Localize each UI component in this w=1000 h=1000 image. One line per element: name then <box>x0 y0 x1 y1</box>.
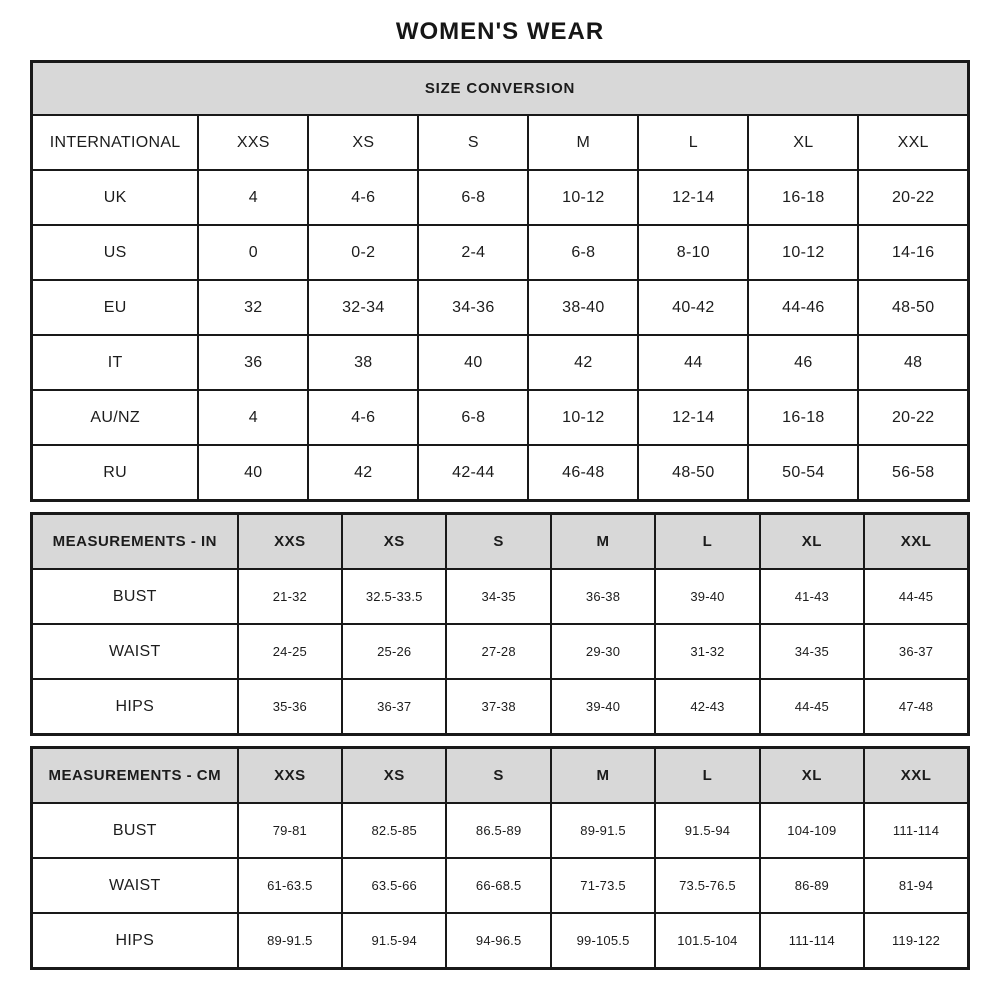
col-header-xs: XS <box>308 115 418 170</box>
cell: 37-38 <box>446 679 550 735</box>
size-conversion-title: SIZE CONVERSION <box>32 62 969 116</box>
cell: 6-8 <box>418 170 528 225</box>
cell: 46 <box>748 335 858 390</box>
row-label: IT <box>32 335 199 390</box>
cell: 20-22 <box>858 390 968 445</box>
cell: 46-48 <box>528 445 638 501</box>
col-header-xs: XS <box>342 514 446 570</box>
row-label: RU <box>32 445 199 501</box>
col-header-xxl: XXL <box>864 514 968 570</box>
cell: 40 <box>198 445 308 501</box>
cell: 34-36 <box>418 280 528 335</box>
size-row-ru <box>32 445 969 501</box>
cell: 36-37 <box>342 679 446 735</box>
cell: 42 <box>528 335 638 390</box>
cell: 34-35 <box>446 569 550 624</box>
row-label: EU <box>32 280 199 335</box>
cell: 36-37 <box>864 624 968 679</box>
cell: 32.5-33.5 <box>342 569 446 624</box>
cell: 79-81 <box>238 803 342 858</box>
measurements-cm-header-row <box>32 748 969 804</box>
in-row-waist <box>32 624 969 679</box>
cell: 63.5-66 <box>342 858 446 913</box>
cell: 36 <box>198 335 308 390</box>
size-columns-row <box>32 115 969 170</box>
cell: 38-40 <box>528 280 638 335</box>
cell: 10-12 <box>528 390 638 445</box>
cell: 111-114 <box>760 913 864 969</box>
cell: 101.5-104 <box>655 913 759 969</box>
cell: 32 <box>198 280 308 335</box>
cell: 82.5-85 <box>342 803 446 858</box>
col-header-s: S <box>446 748 550 804</box>
col-header-m: M <box>528 115 638 170</box>
cell: 4 <box>198 170 308 225</box>
size-conversion-header-row <box>32 62 969 116</box>
cell: 35-36 <box>238 679 342 735</box>
cell: 32-34 <box>308 280 418 335</box>
cell: 24-25 <box>238 624 342 679</box>
cell: 81-94 <box>864 858 968 913</box>
cell: 40-42 <box>638 280 748 335</box>
cell: 8-10 <box>638 225 748 280</box>
measurements-in-table <box>30 512 970 736</box>
cell: 48-50 <box>638 445 748 501</box>
cell: 48-50 <box>858 280 968 335</box>
row-label: BUST <box>32 803 238 858</box>
cell: 86.5-89 <box>446 803 550 858</box>
col-header-s: S <box>446 514 550 570</box>
cell: 42-43 <box>655 679 759 735</box>
cell: 111-114 <box>864 803 968 858</box>
cell: 2-4 <box>418 225 528 280</box>
cell: 6-8 <box>418 390 528 445</box>
cell: 39-40 <box>551 679 655 735</box>
col-header-xl: XL <box>748 115 858 170</box>
cell: 31-32 <box>655 624 759 679</box>
cell: 39-40 <box>655 569 759 624</box>
size-row-it <box>32 335 969 390</box>
col-header-xxs: XXS <box>238 748 342 804</box>
cell: 21-32 <box>238 569 342 624</box>
cell: 6-8 <box>528 225 638 280</box>
cell: 91.5-94 <box>655 803 759 858</box>
cell: 36-38 <box>551 569 655 624</box>
col-header-xxl: XXL <box>858 115 968 170</box>
cell: 44-46 <box>748 280 858 335</box>
cell: 10-12 <box>528 170 638 225</box>
cell: 99-105.5 <box>551 913 655 969</box>
cm-row-waist <box>32 858 969 913</box>
col-header-l: L <box>638 115 748 170</box>
col-header-xxs: XXS <box>198 115 308 170</box>
cell: 10-12 <box>748 225 858 280</box>
size-row-uk <box>32 170 969 225</box>
col-header-xxs: XXS <box>238 514 342 570</box>
cell: 71-73.5 <box>551 858 655 913</box>
cell: 16-18 <box>748 170 858 225</box>
cell: 94-96.5 <box>446 913 550 969</box>
cell: 91.5-94 <box>342 913 446 969</box>
in-row-bust <box>32 569 969 624</box>
cell: 47-48 <box>864 679 968 735</box>
col-header-xxl: XXL <box>864 748 968 804</box>
cm-row-bust <box>32 803 969 858</box>
cell: 44-45 <box>760 679 864 735</box>
cell: 38 <box>308 335 418 390</box>
cell: 89-91.5 <box>551 803 655 858</box>
measurements-in-title: MEASUREMENTS - IN <box>32 514 238 570</box>
row-label: US <box>32 225 199 280</box>
row-label: UK <box>32 170 199 225</box>
cell: 89-91.5 <box>238 913 342 969</box>
cell: 0-2 <box>308 225 418 280</box>
size-conversion-table <box>30 60 970 502</box>
cell: 25-26 <box>342 624 446 679</box>
in-row-hips <box>32 679 969 735</box>
page-title: WOMEN'S WEAR <box>395 18 605 45</box>
col-header-m: M <box>551 514 655 570</box>
cell: 12-14 <box>638 170 748 225</box>
cell: 34-35 <box>760 624 864 679</box>
cell: 48 <box>858 335 968 390</box>
col-header-m: M <box>551 748 655 804</box>
col-header-l: L <box>655 748 759 804</box>
cm-row-hips <box>32 913 969 969</box>
col-header-l: L <box>655 514 759 570</box>
cell: 73.5-76.5 <box>655 858 759 913</box>
cell: 44 <box>638 335 748 390</box>
cell: 42-44 <box>418 445 528 501</box>
size-row-aunz <box>32 390 969 445</box>
cell: 4 <box>198 390 308 445</box>
cell: 104-109 <box>760 803 864 858</box>
cell: 16-18 <box>748 390 858 445</box>
cell: 86-89 <box>760 858 864 913</box>
row-label: WAIST <box>32 858 238 913</box>
cell: 12-14 <box>638 390 748 445</box>
cell: 29-30 <box>551 624 655 679</box>
cell: 50-54 <box>748 445 858 501</box>
measurements-cm-table <box>30 746 970 970</box>
col-header-international: INTERNATIONAL <box>32 115 199 170</box>
measurements-cm-title: MEASUREMENTS - CM <box>32 748 238 804</box>
row-label: AU/NZ <box>32 390 199 445</box>
row-label: HIPS <box>32 913 238 969</box>
cell: 27-28 <box>446 624 550 679</box>
cell: 119-122 <box>864 913 968 969</box>
cell: 44-45 <box>864 569 968 624</box>
cell: 41-43 <box>760 569 864 624</box>
cell: 42 <box>308 445 418 501</box>
col-header-xs: XS <box>342 748 446 804</box>
col-header-xl: XL <box>760 514 864 570</box>
size-row-eu <box>32 280 969 335</box>
cell: 56-58 <box>858 445 968 501</box>
col-header-s: S <box>418 115 528 170</box>
cell: 14-16 <box>858 225 968 280</box>
cell: 66-68.5 <box>446 858 550 913</box>
row-label: BUST <box>32 569 238 624</box>
cell: 61-63.5 <box>238 858 342 913</box>
size-row-us <box>32 225 969 280</box>
cell: 4-6 <box>308 170 418 225</box>
row-label: HIPS <box>32 679 238 735</box>
cell: 20-22 <box>858 170 968 225</box>
cell: 4-6 <box>308 390 418 445</box>
cell: 40 <box>418 335 528 390</box>
row-label: WAIST <box>32 624 238 679</box>
measurements-in-header-row <box>32 514 969 570</box>
col-header-xl: XL <box>760 748 864 804</box>
cell: 0 <box>198 225 308 280</box>
